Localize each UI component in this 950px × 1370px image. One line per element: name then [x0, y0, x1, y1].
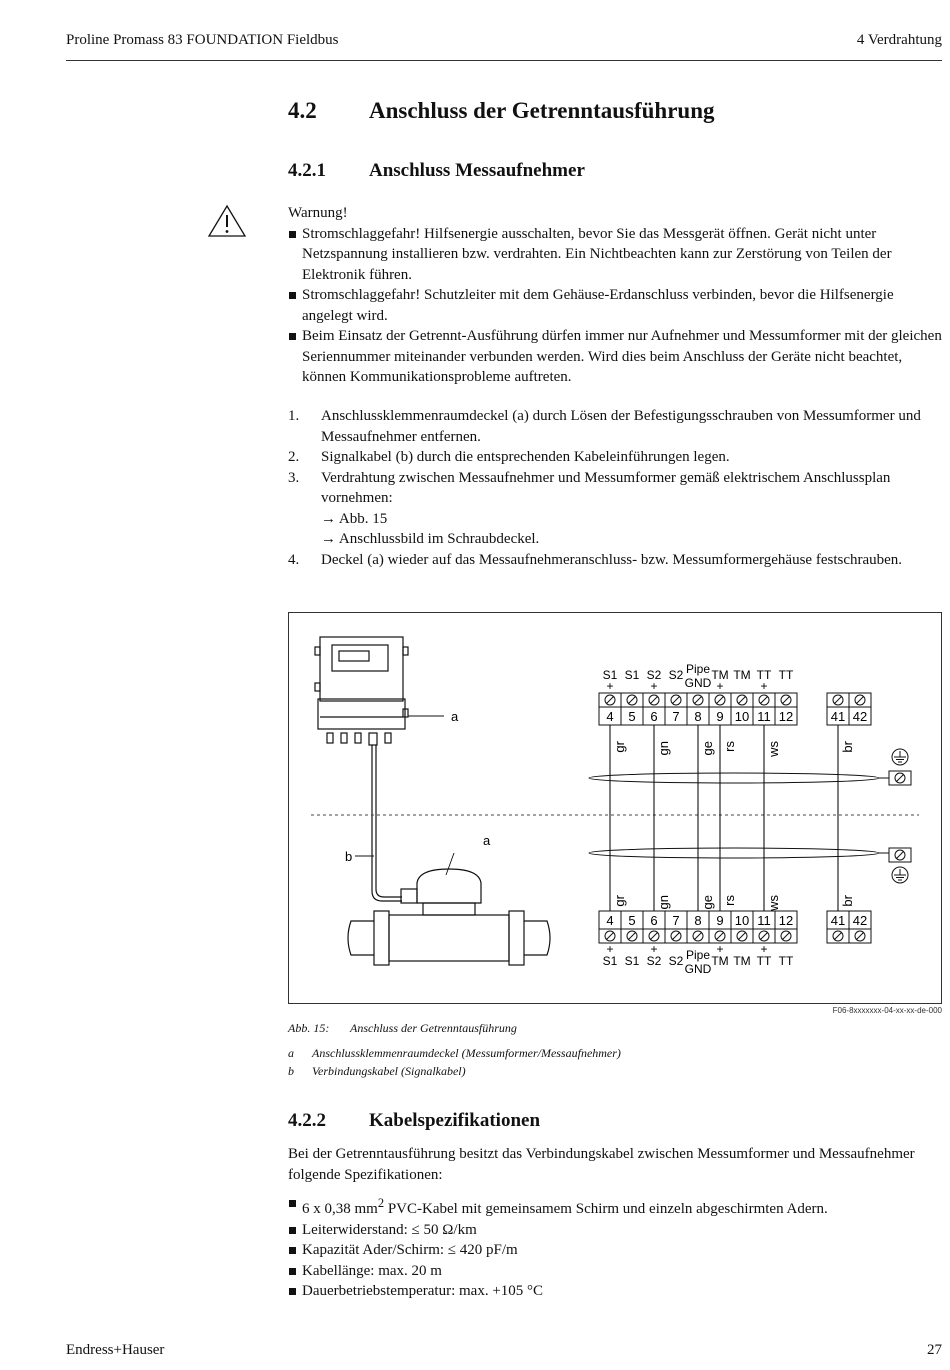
top-terminal-number: 7 [672, 709, 680, 724]
top-label: Pipe [685, 662, 711, 676]
step-number: 3. [288, 469, 300, 486]
legend-key: b [288, 1064, 294, 1078]
wire-label-top: gn [656, 741, 671, 756]
bottom-terminal-number: 10 [734, 913, 750, 928]
wiring-figure [288, 612, 942, 1004]
bottom-terminal-slot [651, 933, 658, 940]
label-a-bottom: a [483, 833, 491, 848]
top-terminal-slot [607, 697, 614, 704]
step-item [288, 468, 942, 550]
wire-label-bottom: rs [722, 895, 737, 906]
shield-top [589, 773, 879, 783]
bottom-label: TT [778, 954, 794, 968]
top-label: TM [733, 668, 751, 682]
top-terminal-number: 9 [716, 709, 724, 724]
bottom-label: S2 [668, 954, 684, 968]
top-label: S2 [646, 668, 662, 682]
step-item [288, 406, 942, 447]
bottom-extra-terminal-number: 42 [852, 913, 868, 928]
figure-ref: Abb. 15: [288, 1021, 330, 1035]
wire-label-top: ws [766, 741, 781, 757]
bottom-label: + [760, 942, 768, 956]
bottom-terminal-number: 6 [650, 913, 658, 928]
transmitter-housing [315, 637, 408, 745]
wire-label-bottom: gr [612, 895, 627, 907]
top-terminal-number: 12 [778, 709, 794, 724]
bottom-label: GND [684, 962, 712, 976]
bottom-label: + [606, 942, 614, 956]
page-number: 27 [927, 1342, 942, 1358]
top-terminal-slot [761, 697, 768, 704]
section-heading [288, 98, 715, 124]
bottom-terminal-slot [761, 933, 768, 940]
top-terminal-number: 5 [628, 709, 636, 724]
step-number: 2. [288, 449, 300, 465]
top-terminal-slot [717, 697, 724, 704]
subsection-title-2: Kabelspezifikationen [369, 1110, 541, 1131]
step-text: Deckel (a) wieder auf das Messaufnehmeranschluss- bzw. Messumformergehäuse festschrauben. [321, 551, 903, 568]
top-label: S1 [624, 668, 640, 682]
bottom-terminal-slot [695, 933, 702, 940]
top-terminal-number: 6 [650, 709, 658, 724]
header-rule [66, 60, 942, 61]
bottom-label: + [716, 942, 724, 956]
bottom-terminal-slot [717, 933, 724, 940]
top-extra-terminal-number: 42 [852, 709, 868, 724]
running-header-title: Proline Promass 83 FOUNDATION Fieldbus [66, 32, 339, 48]
top-label: S1 [602, 668, 618, 682]
spec-item: Kapazität Ader/Schirm: ≤ 420 pF/m [288, 1240, 942, 1261]
step-text: Signalkabel (b) durch die entsprechenden Kabeleinführungen legen. [321, 449, 730, 465]
bottom-terminal-number: 12 [778, 913, 794, 928]
bottom-terminal-number: 11 [757, 913, 771, 928]
running-header-chapter: 4 Verdrahtung [856, 32, 942, 48]
wire-label-top: br [840, 741, 855, 753]
bottom-label: S1 [624, 954, 640, 968]
warning-item: Beim Einsatz der Getrennt-Ausführung dürfen immer nur Aufnehmer und Messumformer mit der gleichen Seriennummer miteinander verbunden werden. Wird dies beim Anschluss der Geräte nicht beachtet, können Kommunikationsprobleme auftreten. [288, 326, 942, 388]
top-terminal-slot [673, 697, 680, 704]
figure-reference: → Abb. 15 [321, 510, 388, 527]
section-number: 4.2 [288, 98, 317, 123]
wire-label-top: rs [722, 741, 737, 752]
bottom-label: S1 [602, 954, 618, 968]
spec-item [288, 1193, 942, 1220]
bottom-label: Pipe [685, 948, 711, 962]
legend-item [288, 1064, 466, 1079]
warning-triangle-icon [207, 204, 247, 238]
bottom-label: TM [733, 954, 751, 968]
bottom-terminal-number: 7 [672, 913, 680, 928]
bottom-label: + [650, 942, 658, 956]
top-terminal-number: 4 [606, 709, 614, 724]
spec-intro: Bei der Getrenntausführung besitzt das Verbindungskabel zwischen Messumformer und Messaufnehmer folgende Spezifikationen: [288, 1146, 915, 1183]
wire-label-bottom: ws [766, 895, 781, 911]
spec-cable-desc: PVC-Kabel mit gemeinsamem Schirm und einzeln abgeschirmten Adern. [384, 1201, 828, 1217]
bottom-extra-terminal-slot [835, 933, 842, 940]
figure-title: Anschluss der Getrenntausführung [350, 1021, 517, 1035]
warning-heading: Warnung! [288, 205, 348, 221]
legend-text: Verbindungskabel (Signalkabel) [312, 1064, 466, 1078]
step-text: Anschlussklemmenraumdeckel (a) durch Lösen der Befestigungsschrauben von Messumformer und Messaufnehmer entfernen. [321, 408, 921, 445]
bottom-terminal-slot [739, 933, 746, 940]
footer-brand: Endress+Hauser [66, 1342, 165, 1358]
top-label: + [716, 679, 724, 693]
bottom-label: S2 [646, 954, 662, 968]
cover-diagram-reference: → Anschlussbild im Schraubdeckel. [321, 531, 540, 547]
top-terminal-slot [739, 697, 746, 704]
top-extra-terminal-slot [857, 697, 864, 704]
sensor-assembly [348, 869, 550, 965]
legend-text: Anschlussklemmenraumdeckel (Messumformer/Messaufnehmer) [312, 1046, 621, 1060]
bottom-terminal-slot [629, 933, 636, 940]
top-label: TT [756, 668, 772, 682]
bottom-terminal-number: 9 [716, 913, 724, 928]
spec-item: Dauerbetriebstemperatur: max. +105 °C [288, 1281, 942, 1302]
top-terminal-slot [629, 697, 636, 704]
wire-label-bottom: gn [656, 895, 671, 910]
wire-label-bottom: br [840, 895, 855, 907]
spec-item: Leiterwiderstand: ≤ 50 Ω/km [288, 1220, 942, 1241]
top-label: S2 [668, 668, 684, 682]
top-label: GND [684, 676, 712, 690]
subsection-number-2: 4.2.2 [288, 1110, 326, 1131]
bottom-terminal-slot [783, 933, 790, 940]
warning-list [288, 224, 942, 388]
step-number: 4. [288, 551, 300, 568]
bottom-terminal-number: 4 [606, 913, 614, 928]
shield-bottom [589, 848, 879, 858]
bottom-extra-terminal-slot [857, 933, 864, 940]
top-extra-terminal-number: 41 [830, 709, 846, 724]
top-terminal-slot [783, 697, 790, 704]
subsection-number-1: 4.2.1 [288, 160, 326, 181]
bottom-terminal-number: 5 [628, 913, 636, 928]
figure-caption [288, 1021, 517, 1036]
spec-superscript: 2 [377, 1196, 385, 1210]
top-label: + [650, 679, 658, 693]
bottom-terminal-slot [673, 933, 680, 940]
wire-label-top: ge [700, 741, 715, 756]
subsection-title-1: Anschluss Messaufnehmer [369, 160, 585, 181]
top-extra-terminal-slot [835, 697, 842, 704]
shield-terminal-top-slot [897, 775, 904, 782]
step-item [288, 550, 942, 571]
top-terminal-slot [695, 697, 702, 704]
warning-block [288, 203, 942, 388]
top-terminal-slot [651, 697, 658, 704]
bottom-terminal-number: 8 [694, 913, 702, 928]
wire-label-top: gr [612, 741, 627, 753]
step-text: Verdrahtung zwischen Messaufnehmer und Messumformer gemäß elektrischem Anschlussplan vornehmen: [321, 469, 891, 506]
top-label: + [760, 679, 768, 693]
spec-item: Kabellänge: max. 20 m [288, 1261, 942, 1282]
top-terminal-number: 11 [757, 709, 771, 724]
top-label: TT [778, 668, 794, 682]
shield-terminal-bottom-slot [897, 852, 904, 859]
legend-item [288, 1046, 621, 1061]
spec-block [288, 1193, 942, 1302]
wiring-diagram [289, 613, 941, 1003]
subsection-heading-2 [288, 1110, 540, 1132]
bottom-label: TM [711, 954, 729, 968]
warning-item: Stromschlaggefahr! Hilfsenergie ausschalten, bevor Sie das Messgerät öffnen. Gerät nicht unter Netzspannung installieren bzw. verdrahten. Ein Nichtbeachten kann zur Zerstörung von Teilen der Elektronik führen. [288, 224, 942, 286]
step-list [288, 406, 942, 570]
label-b: b [345, 849, 353, 864]
top-terminal-number: 8 [694, 709, 702, 724]
subsection-heading-1 [288, 160, 585, 182]
figure-code: F06-8xxxxxxx-04-xx-xx-de-000 [832, 1006, 942, 1015]
bottom-extra-terminal-number: 41 [830, 913, 846, 928]
wire-label-bottom: ge [700, 895, 715, 910]
warning-item: Stromschlaggefahr! Schutzleiter mit dem Gehäuse-Erdanschluss verbinden, bevor die Hilfsenergie angelegt wird. [288, 285, 942, 326]
terminal-layout [589, 662, 911, 976]
bottom-label: TT [756, 954, 772, 968]
step-number: 1. [288, 408, 300, 424]
top-terminal-number: 10 [734, 709, 750, 724]
section-title: Anschluss der Getrenntausführung [369, 98, 715, 123]
label-a-top: a [451, 709, 459, 724]
top-label: + [606, 679, 614, 693]
legend-key: a [288, 1046, 294, 1060]
bottom-terminal-slot [607, 933, 614, 940]
step-item [288, 447, 942, 468]
top-label: TM [711, 668, 729, 682]
spec-cable-type: 6 x 0,38 mm [302, 1201, 378, 1217]
